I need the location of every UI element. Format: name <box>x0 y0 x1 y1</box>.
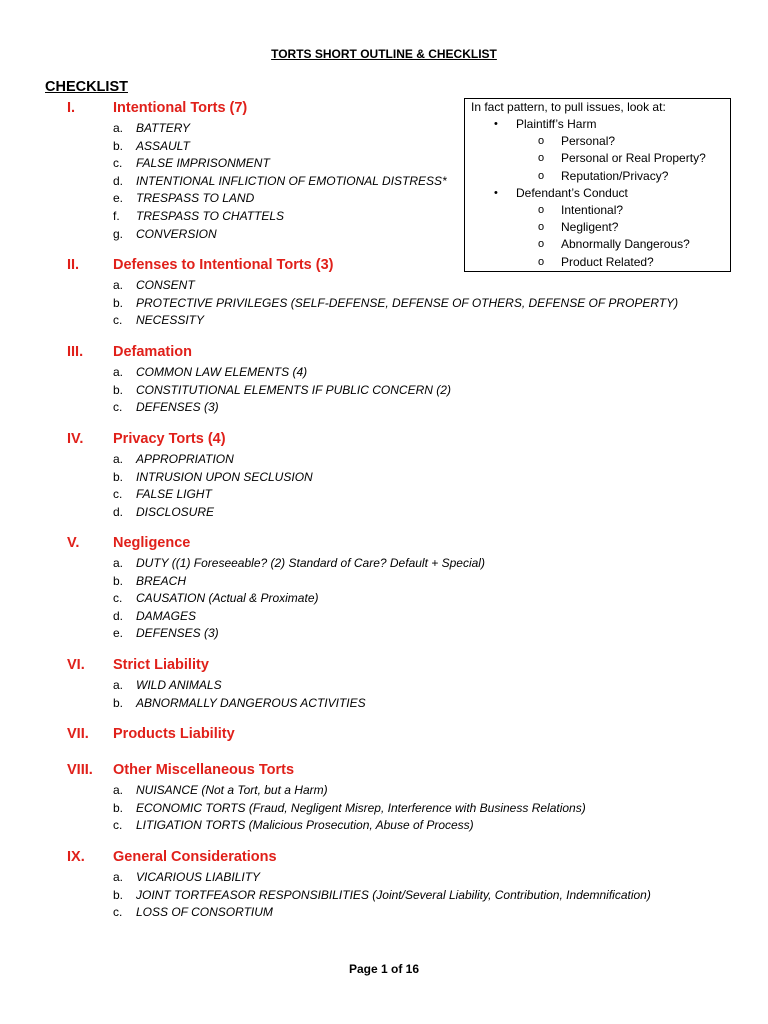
item-letter: a. <box>113 278 124 292</box>
section-number: II. <box>67 257 80 273</box>
item-letter: b. <box>113 382 124 397</box>
item-letter: b. <box>113 138 124 153</box>
item-letter: e. <box>113 626 124 641</box>
circle-bullet-icon: o <box>538 255 545 268</box>
section-title: Strict Liability <box>113 657 209 673</box>
checklist-item: CAUSATION (Actual & Proximate) <box>136 591 319 606</box>
item-letter: a. <box>113 556 124 570</box>
section-number: IX. <box>67 849 85 865</box>
checklist-item: DISCLOSURE <box>136 504 215 519</box>
checklist-item: FALSE IMPRISONMENT <box>136 156 270 171</box>
checklist-item: CONVERSION <box>136 226 217 241</box>
item-letter: a. <box>113 365 124 379</box>
circle-bullet-icon: o <box>538 204 545 216</box>
checklist-item: JOINT TORTFEASOR RESPONSIBILITIES (Joint/Several Liability, Contribution, Indemnification) <box>136 887 651 902</box>
checklist-item: BREACH <box>136 573 187 588</box>
checklist-item: ASSAULT <box>136 138 190 153</box>
section-title: Defamation <box>113 344 192 360</box>
checklist-item: INTENTIONAL INFLICTION OF EMOTIONAL DISTRESS* <box>136 173 447 188</box>
item-letter: c. <box>113 818 123 833</box>
section-number: IV. <box>67 431 84 447</box>
circle-bullet-icon: o <box>538 238 545 251</box>
fact-box-group-label: Plaintiff’s Harm <box>516 117 597 131</box>
fact-box-item: Negligent? <box>561 220 619 235</box>
checklist-item: PROTECTIVE PRIVILEGES (SELF-DEFENSE, DEFENSE OF OTHERS, DEFENSE OF PROPERTY) <box>136 295 679 310</box>
section-title: Privacy Torts (4) <box>113 431 226 447</box>
checklist-item: VICARIOUS LIABILITY <box>136 870 261 884</box>
section-number: V. <box>67 535 80 551</box>
fact-box-item: Abnormally Dangerous? <box>561 237 690 252</box>
checklist-item: INTRUSION UPON SECLUSION <box>136 469 313 484</box>
item-letter: b. <box>113 887 124 902</box>
checklist-item: APPROPRIATION <box>136 452 234 466</box>
checklist-item: DEFENSES (3) <box>136 626 219 641</box>
checklist-item: BATTERY <box>136 121 191 135</box>
bullet-icon: • <box>494 186 498 199</box>
checklist-item: NECESSITY <box>136 313 205 328</box>
section-title: Negligence <box>113 535 191 551</box>
section-number: III. <box>67 344 84 360</box>
item-letter: d. <box>113 504 124 519</box>
checklist-item: TRESPASS TO CHATTELS <box>136 209 285 223</box>
fact-box-item: Intentional? <box>561 203 624 217</box>
checklist-item: ECONOMIC TORTS (Fraud, Negligent Misrep, Interference with Business Relations) <box>136 800 586 815</box>
item-letter: g. <box>113 226 124 241</box>
fact-box-item: Product Related? <box>561 254 654 269</box>
circle-bullet-icon: o <box>538 152 545 165</box>
page-footer: Page 1 of 16 <box>348 962 420 976</box>
page-title: TORTS SHORT OUTLINE & CHECKLIST <box>271 47 497 61</box>
checklist-item: FALSE LIGHT <box>136 487 212 502</box>
checklist-item: NUISANCE (Not a Tort, but a Harm) <box>136 783 328 797</box>
item-letter: f. <box>113 209 120 223</box>
bullet-icon: • <box>494 118 498 130</box>
checklist-item: COMMON LAW ELEMENTS (4) <box>136 365 308 379</box>
checklist-item: CONSENT <box>136 278 195 292</box>
section-title: Other Miscellaneous Torts <box>113 762 295 778</box>
checklist-item: DUTY ((1) Foreseeable? (2) Standard of Care? Default + Special) <box>136 556 485 570</box>
fact-box-heading: In fact pattern, to pull issues, look at: <box>471 100 666 114</box>
fact-pattern-box <box>464 98 731 272</box>
circle-bullet-icon: o <box>538 169 545 182</box>
item-letter: a. <box>113 678 124 692</box>
checklist-item: LITIGATION TORTS (Malicious Prosecution, Abuse of Process) <box>136 818 474 833</box>
item-letter: e. <box>113 191 124 206</box>
item-letter: c. <box>113 905 123 920</box>
item-letter: c. <box>113 313 123 328</box>
section-title: Intentional Torts (7) <box>113 100 248 116</box>
checklist-item: ABNORMALLY DANGEROUS ACTIVITIES <box>136 695 366 710</box>
section-title: General Considerations <box>113 849 277 865</box>
checklist-item: CONSTITUTIONAL ELEMENTS IF PUBLIC CONCERN (2) <box>136 382 451 397</box>
item-letter: c. <box>113 487 123 502</box>
item-letter: a. <box>113 783 124 797</box>
section-number: I. <box>67 100 76 116</box>
checklist-item: LOSS OF CONSORTIUM <box>136 905 273 920</box>
checklist-item: WILD ANIMALS <box>136 678 222 692</box>
section-title: Defenses to Intentional Torts (3) <box>113 257 334 273</box>
item-letter: c. <box>113 156 123 171</box>
checklist-item: DAMAGES <box>136 608 197 623</box>
item-letter: a. <box>113 452 124 466</box>
checklist-item: DEFENSES (3) <box>136 400 219 415</box>
item-letter: b. <box>113 469 124 484</box>
item-letter: b. <box>113 573 124 588</box>
item-letter: d. <box>113 608 124 623</box>
fact-box-item: Personal or Real Property? <box>561 151 706 166</box>
circle-bullet-icon: o <box>538 221 545 234</box>
item-letter: c. <box>113 591 123 606</box>
fact-box-item: Personal? <box>561 134 616 149</box>
section-number: VII. <box>67 726 89 742</box>
item-letter: a. <box>113 121 124 135</box>
section-number: VIII. <box>67 762 93 778</box>
item-letter: d. <box>113 173 124 188</box>
section-title: Products Liability <box>113 726 235 742</box>
item-letter: c. <box>113 400 123 415</box>
item-letter: b. <box>113 800 124 815</box>
checklist-heading: CHECKLIST <box>45 79 128 95</box>
fact-box-item: Reputation/Privacy? <box>561 168 669 183</box>
section-number: VI. <box>67 657 85 673</box>
item-letter: b. <box>113 295 124 310</box>
checklist-item: TRESPASS TO LAND <box>136 191 255 206</box>
item-letter: a. <box>113 870 124 884</box>
fact-box-group-label: Defendant’s Conduct <box>516 185 628 200</box>
circle-bullet-icon: o <box>538 135 545 148</box>
item-letter: b. <box>113 695 124 710</box>
